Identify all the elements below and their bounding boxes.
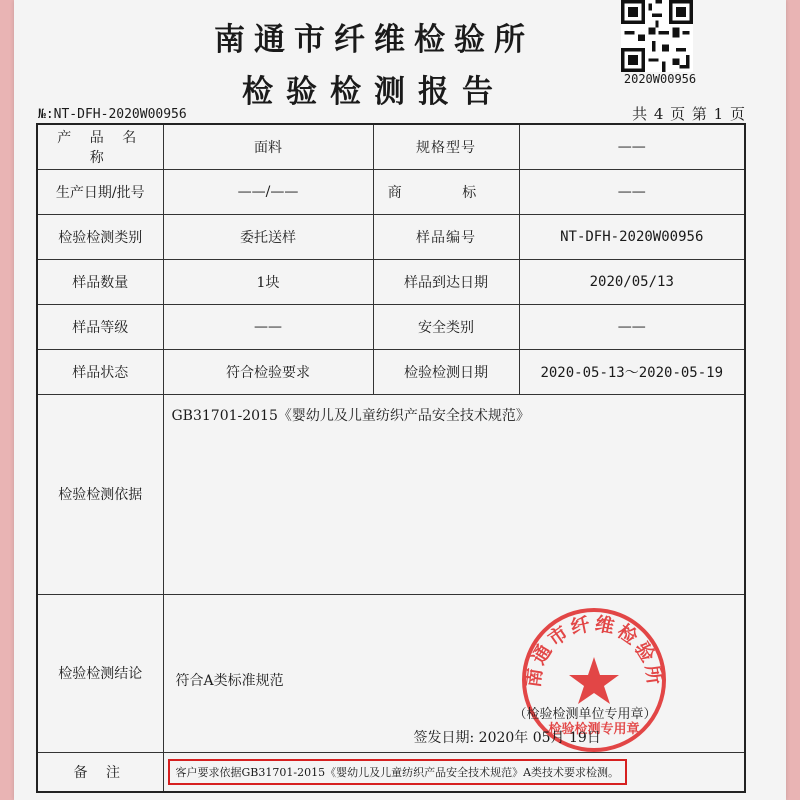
table-row <box>37 594 745 752</box>
product-name-label: 产 品 名 称 <box>37 124 163 169</box>
page-info: 共 4 页 第 1 页 <box>632 105 746 123</box>
conclusion-label: 检验检测结论 <box>37 594 163 752</box>
prod-date-label: 生产日期/批号 <box>37 169 163 214</box>
institute-title: 南通市纤维检验所 <box>214 22 534 58</box>
product-name-value: 面料 <box>163 124 373 169</box>
table-row <box>37 259 745 304</box>
table-row <box>37 349 745 394</box>
quantity-label: 样品数量 <box>37 259 163 304</box>
spec-label: 规格型号 <box>373 124 519 169</box>
state-label: 样品状态 <box>37 349 163 394</box>
trademark-label: 商 标 <box>373 169 519 214</box>
seal-note: （检验检测单位专用章） <box>513 706 657 722</box>
test-date-value: 2020-05-13～2020-05-19 <box>519 349 745 394</box>
arrival-date-label: 样品到达日期 <box>373 259 519 304</box>
remark-label: 备 注 <box>37 752 163 792</box>
table-row <box>37 752 745 792</box>
safety-label: 安全类别 <box>373 304 519 349</box>
prod-date-value: ——/—— <box>163 169 373 214</box>
conclusion-value: 符合A类标准规范 <box>175 672 284 689</box>
test-type-label: 检验检测类别 <box>37 214 163 259</box>
remark-cell <box>163 752 745 792</box>
spec-value: —— <box>519 124 745 169</box>
report-title: 检验检测报告 <box>242 74 506 110</box>
report-paper <box>14 0 786 800</box>
svg-text:检验检测专用章: 检验检测专用章 <box>547 721 640 737</box>
basis-value: GB31701-2015《婴幼儿及儿童纺织产品安全技术规范》 <box>163 394 745 594</box>
qr-code-icon <box>618 0 696 72</box>
test-date-label: 检验检测日期 <box>373 349 519 394</box>
svg-text:南通市纤维检验所: 南通市纤维检验所 <box>521 612 666 689</box>
arrival-date-value: 2020/05/13 <box>519 259 745 304</box>
table-row <box>37 124 745 169</box>
safety-value: —— <box>519 304 745 349</box>
trademark-value: —— <box>519 169 745 214</box>
table-row <box>37 304 745 349</box>
state-value: 符合检验要求 <box>163 349 373 394</box>
sample-no-label: 样品编号 <box>373 214 519 259</box>
report-number: №:NT-DFH-2020W00956 <box>38 107 187 122</box>
test-type-value: 委托送样 <box>163 214 373 259</box>
quantity-value: 1块 <box>163 259 373 304</box>
report-table <box>36 123 746 793</box>
seal-star-icon <box>569 657 619 704</box>
sample-no-value: NT-DFH-2020W00956 <box>519 214 745 259</box>
issue-date: 签发日期: 2020年 05月 19日 <box>413 729 601 746</box>
qr-code-label: 2020W00956 <box>623 72 697 86</box>
table-row <box>37 214 745 259</box>
remark-value: 客户要求依据GB31701-2015《婴幼儿及儿童纺织产品安全技术规范》A类技术要求检测。 <box>168 759 628 785</box>
grade-value: —— <box>163 304 373 349</box>
table-row <box>37 169 745 214</box>
grade-label: 样品等级 <box>37 304 163 349</box>
conclusion-cell <box>163 594 745 752</box>
basis-label: 检验检测依据 <box>37 394 163 594</box>
table-row <box>37 394 745 594</box>
